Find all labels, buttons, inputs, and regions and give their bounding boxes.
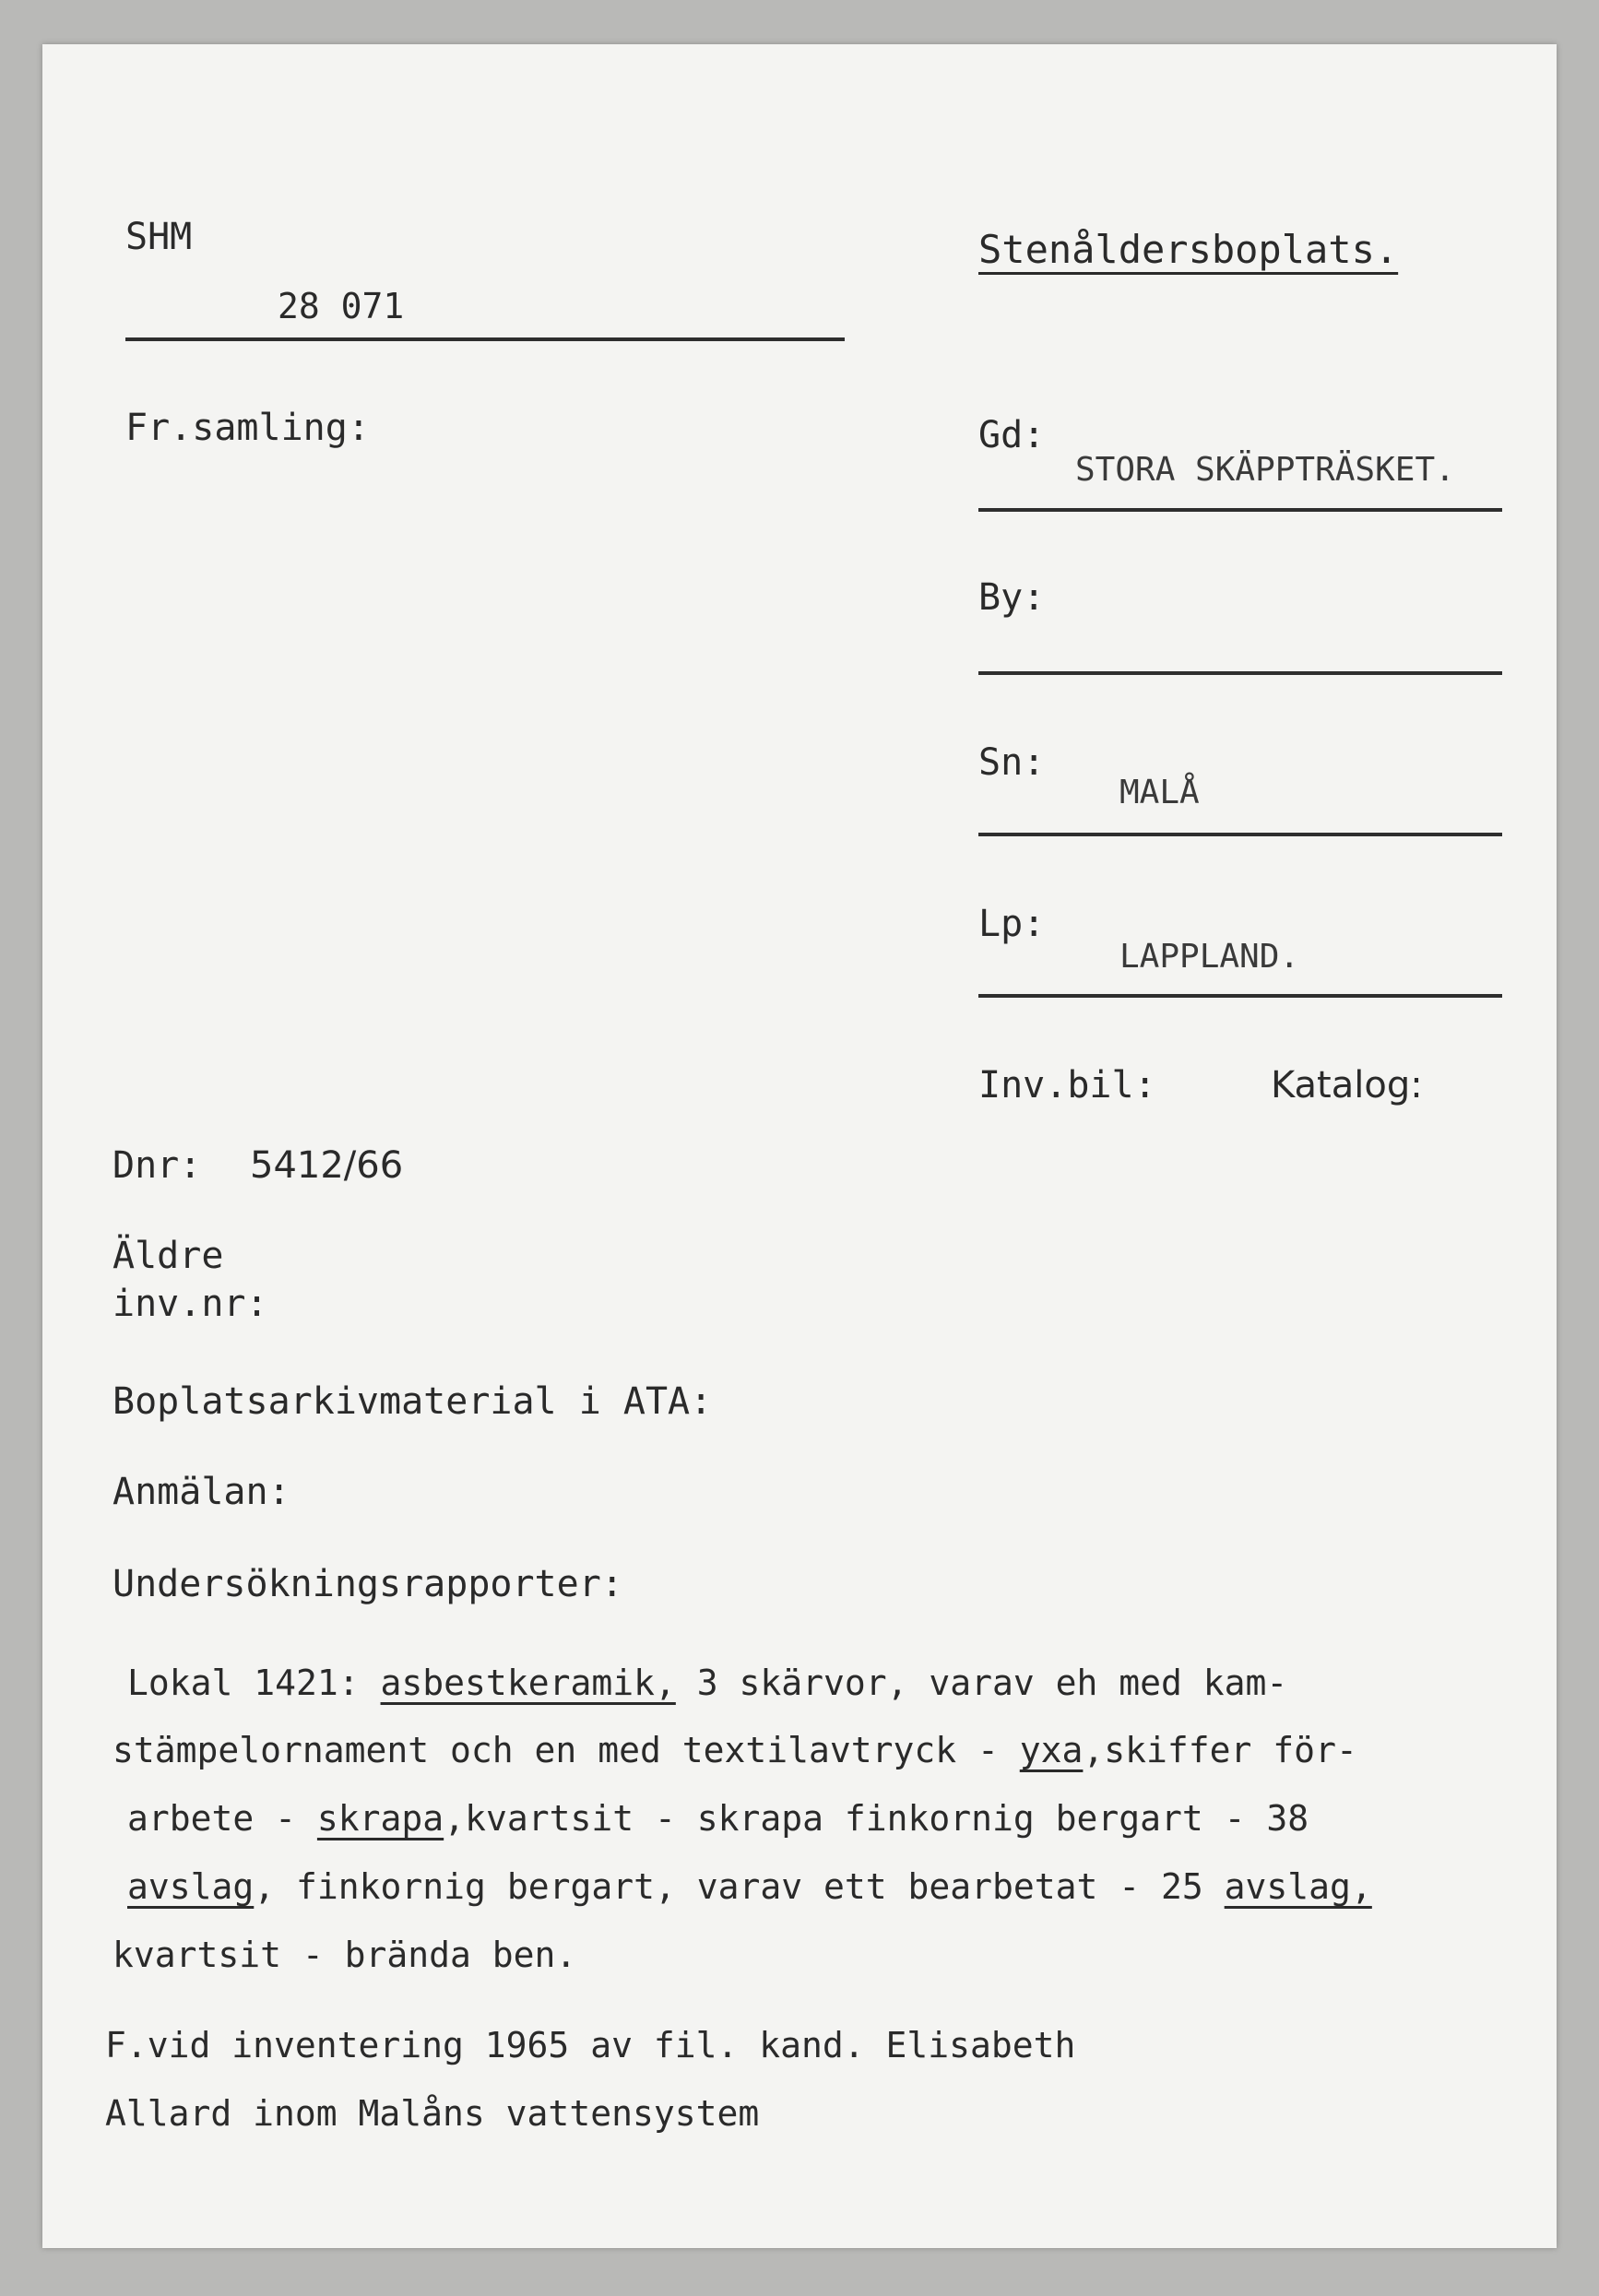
aldre-inv-label: inv.nr: xyxy=(113,1283,268,1325)
by-label: By: xyxy=(978,576,1046,619)
description-line-4 xyxy=(127,1866,1372,1909)
dnr-label: Dnr: xyxy=(113,1144,202,1187)
description-underlined: skrapa xyxy=(316,1798,444,1839)
sn-label: Sn: xyxy=(978,741,1046,784)
description-underlined: avslag, xyxy=(1224,1866,1372,1907)
description-line-5: kvartsit - brända ben. xyxy=(113,1935,577,1975)
dnr-value: 5412/66 xyxy=(250,1144,404,1187)
gd-label: Gd: xyxy=(978,414,1046,456)
finding-line-1: F.vid inventering 1965 av fil. kand. Elisabeth xyxy=(105,2025,1076,2065)
inv-bil-label: Inv.bil: xyxy=(978,1064,1156,1107)
description-line-2 xyxy=(113,1730,1357,1772)
by-rule xyxy=(978,671,1502,675)
description-text: , finkornig bergart, varav ett bearbetat - 25 xyxy=(254,1866,1225,1907)
description-underlined: yxa xyxy=(1019,1730,1084,1770)
undersok-label: Undersökningsrapporter: xyxy=(113,1563,623,1605)
lp-rule xyxy=(978,994,1502,998)
description-text: Lokal 1421: xyxy=(127,1663,381,1703)
description-line-1 xyxy=(127,1663,1287,1705)
description-underlined: asbestkeramik, xyxy=(380,1663,676,1703)
lp-label: Lp: xyxy=(978,903,1046,945)
sn-value: MALÅ xyxy=(1119,774,1200,811)
finding-line-2: Allard inom Malåns vattensystem xyxy=(105,2093,760,2134)
anmalan-label: Anmälan: xyxy=(113,1471,290,1513)
description-line-3 xyxy=(127,1798,1309,1840)
museum-code: SHM xyxy=(125,216,193,258)
description-text: ,kvartsit - skrapa finkornig bergart - 38 xyxy=(444,1798,1309,1839)
lp-value: LAPPLAND. xyxy=(1119,938,1300,976)
description-text: stämpelornament och en med textilavtryck - xyxy=(113,1730,1020,1770)
description-text: arbete - xyxy=(127,1798,317,1839)
fr-samling-label: Fr.samling: xyxy=(125,407,370,449)
description-text: ,skiffer för- xyxy=(1083,1730,1357,1770)
gd-value: STORA SKÄPPTRÄSKET. xyxy=(1075,451,1455,489)
description-text: 3 skärvor, varav eh med kam- xyxy=(675,1663,1288,1703)
site-type: Stenåldersboplats. xyxy=(978,227,1399,272)
description-underlined: avslag xyxy=(127,1866,255,1907)
gd-rule xyxy=(978,508,1502,512)
sn-rule xyxy=(978,833,1502,836)
aldre-label: Äldre xyxy=(113,1235,224,1277)
inventory-rule xyxy=(125,337,845,341)
catalog-card xyxy=(42,44,1557,2248)
katalog-label: Katalog: xyxy=(1271,1064,1423,1107)
inventory-number: 28 071 xyxy=(278,286,405,326)
boplats-label: Boplatsarkivmaterial i ATA: xyxy=(113,1380,713,1423)
